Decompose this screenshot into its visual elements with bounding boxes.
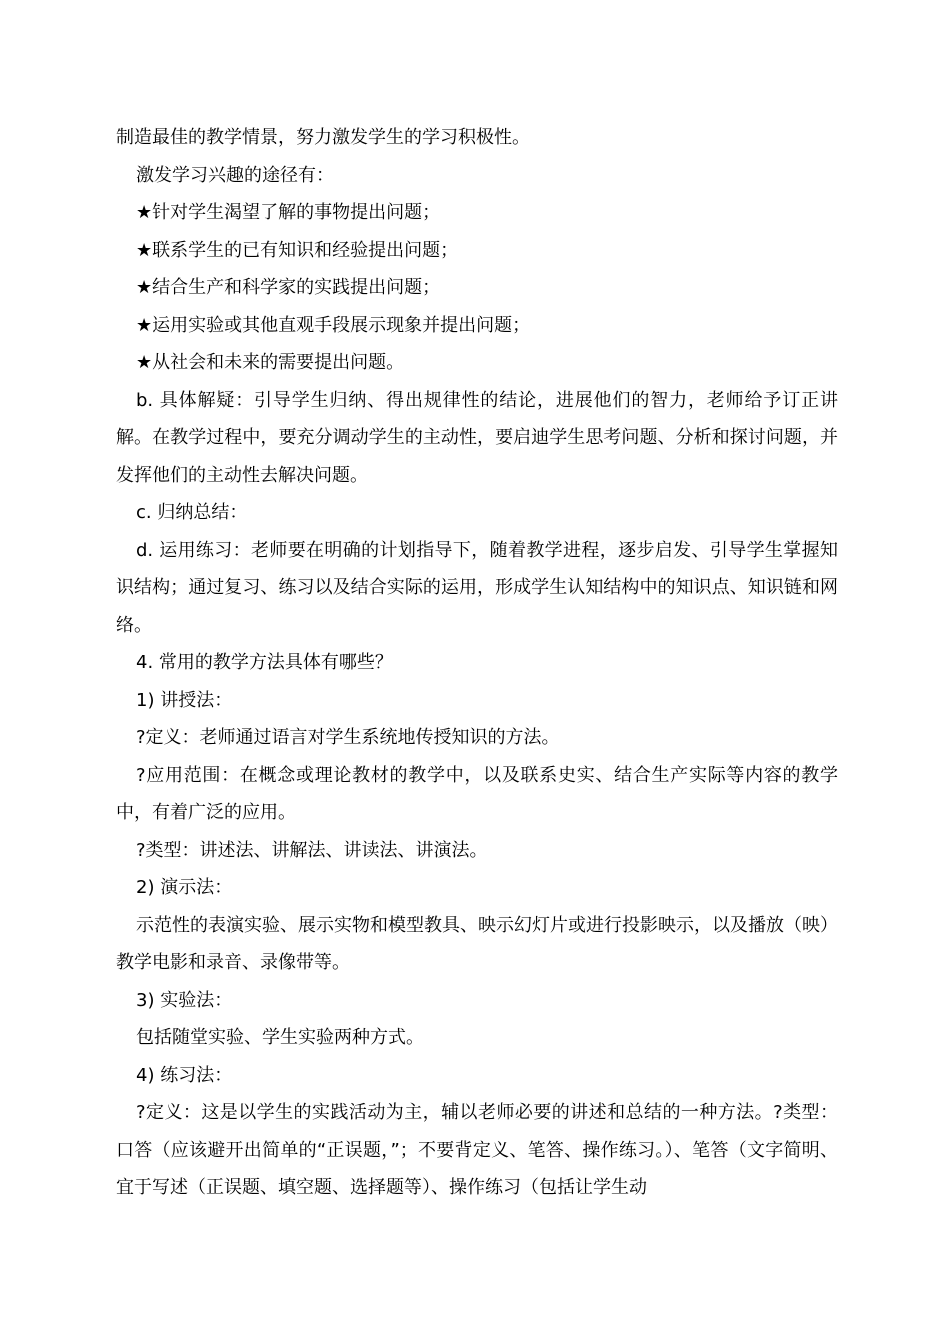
paragraph-practice-content: ?定义：这是以学生的实践活动为主，辅以老师必要的讲述和总结的一种方法。?类型：口答（应该避开出简单的“正误题，”；不要背定义、笔答、操作练习。）、笔答（文字简明、宜于写述（正误题、填空题、选择题等）、操作练习（包括让学生动: [116, 1102, 838, 1198]
paragraph-lecture-scope: ?应用范围：在概念或理论教材的教学中，以及联系史实、结合生产实际等内容的教学中，有着广泛的应用。: [116, 764, 838, 823]
heading-question-4: 4. 常用的教学方法具体有哪些？: [136, 652, 393, 673]
paragraph-interest-ways: 激发学习兴趣的途径有：: [136, 164, 334, 186]
paragraph-b-explain: b. 具体解疑：引导学生归纳、得出规律性的结论，进展他们的智力，老师给予订正讲解。在教学过程中，要充分调动学生的主动性，要启迪学生思考问题、分析和探讨问题，并发挥他们的主动性去解决问题。: [116, 389, 838, 486]
document-page: [116, 119, 838, 1207]
heading-experiment-method: 3) 实验法：: [136, 989, 233, 1011]
heading-demo-method: 2) 演示法：: [136, 877, 233, 898]
bullet-item-3: ★结合生产和科学家的实践提出问题；: [136, 277, 441, 298]
bullet-item-1: ★针对学生渴望了解的事物提出问题；: [136, 202, 441, 223]
paragraph-intro: 制造最佳的教学情景，努力激发学生的学习积极性。: [116, 127, 530, 148]
heading-lecture-method: 1) 讲授法：: [136, 689, 233, 711]
paragraph-d-practice: d. 运用练习：老师要在明确的计划指导下，随着教学进程，逐步启发、引导学生掌握知识结构；通过复习、练习以及结合实际的运用，形成学生认知结构中的知识点、知识链和网络。: [116, 539, 838, 636]
paragraph-lecture-types: ?类型：讲述法、讲解法、讲读法、讲演法。: [136, 839, 488, 861]
paragraph-experiment-content: 包括随堂实验、学生实验两种方式。: [136, 1027, 424, 1048]
bullet-item-5: ★从社会和未来的需要提出问题。: [136, 352, 405, 373]
paragraph-c-summary: c. 归纳总结：: [136, 502, 248, 523]
paragraph-lecture-definition: ?定义：老师通过语言对学生系统地传授知识的方法。: [136, 727, 560, 748]
bullet-item-2: ★联系学生的已有知识和经验提出问题；: [136, 239, 459, 261]
heading-practice-method: 4) 练习法：: [136, 1064, 233, 1086]
bullet-item-4: ★运用实验或其他直观手段展示现象并提出问题；: [136, 314, 531, 336]
paragraph-demo-content: 示范性的表演实验、展示实物和模型教具、映示幻灯片或进行投影映示，以及播放（映）教学电影和录音、录像带等。: [116, 914, 838, 973]
